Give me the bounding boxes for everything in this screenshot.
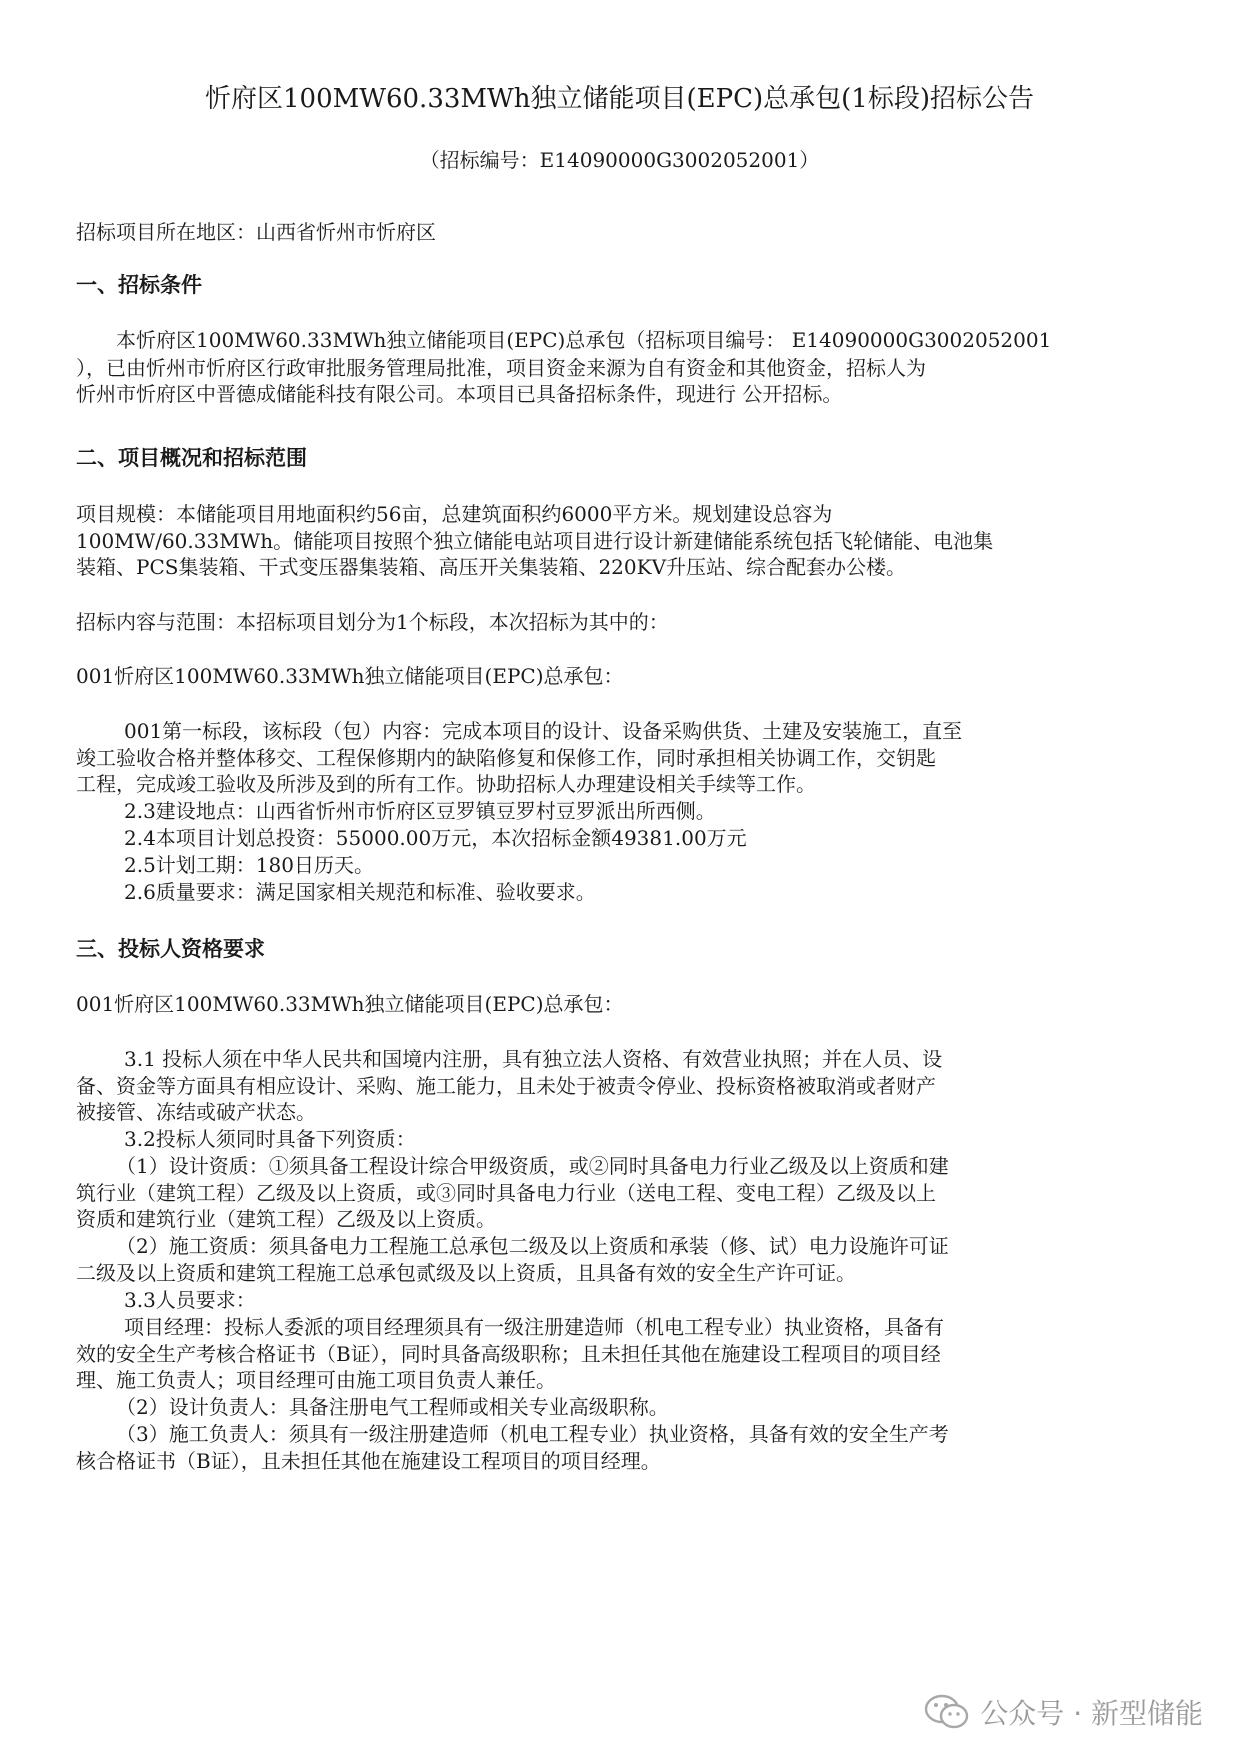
- section1-line: 忻州市忻府区中晋德成储能科技有限公司。本项目已具备招标条件，现进行 公开招标。: [76, 382, 843, 406]
- scale-line: 项目规模：本储能项目用地面积约56亩，总建筑面积约6000平方米。规划建设总容为: [76, 502, 833, 526]
- requirement-line: 核合格证书（B证），且未担任其他在施建设工程项目的项目经理。: [76, 1449, 661, 1473]
- lot-line: 001忻府区100MW60.33MWh独立储能项目(EPC)总承包：: [76, 992, 624, 1016]
- section1-line: ），已由忻州市忻府区行政审批服务管理局批准，项目资金来源为自有资金和其他资金，招标人为: [76, 356, 926, 380]
- requirement-line: 效的安全生产考核合格证书（B证），同时具备高级职称；且未担任其他在施建设工程项目的项目经: [76, 1342, 941, 1366]
- section1-heading: 一、招标条件: [76, 273, 202, 297]
- wechat-icon: [924, 1693, 970, 1731]
- watermark: [924, 1692, 1203, 1732]
- requirement-line: 资质和建筑行业（建筑工程）乙级及以上资质。: [76, 1207, 496, 1231]
- tender-number: （招标编号：E14090000G3002052001）: [419, 148, 820, 172]
- section3-heading: 三、投标人资格要求: [76, 937, 265, 961]
- detail-line: 工程，完成竣工验收及所涉及到的所有工作。协助招标人办理建设相关手续等工作。: [76, 772, 816, 796]
- requirement-line: 筑行业（建筑工程）乙级及以上资质，或③同时具备电力行业（送电工程、变电工程）乙级及以上: [76, 1181, 936, 1205]
- detail-line: 2.4本项目计划总投资：55000.00万元，本次招标金额49381.00万元: [124, 826, 747, 850]
- requirement-line: 被接管、冻结或破产状态。: [76, 1100, 316, 1124]
- region-line: 招标项目所在地区：山西省忻州市忻府区: [76, 220, 436, 244]
- detail-line: 001第一标段，该标段（包）内容：完成本项目的设计、设备采购供货、土建及安装施工，直至: [124, 719, 963, 743]
- section1-line: 本忻府区100MW60.33MWh独立储能项目(EPC)总承包（招标项目编号： E14090000G3002052001: [116, 328, 1052, 352]
- document-title: 忻府区100MW60.33MWh独立储能项目(EPC)总承包(1标段)招标公告: [205, 84, 1034, 114]
- requirement-line: 3.2投标人须同时具备下列资质：: [124, 1127, 416, 1151]
- requirement-line: 项目经理：投标人委派的项目经理须具有一级注册建造师（机电工程专业）执业资格，具备有: [124, 1315, 944, 1339]
- requirement-line: 3.3人员要求：: [124, 1288, 256, 1312]
- scale-line: 100MW/60.33MWh。储能项目按照个独立储能电站项目进行设计新建储能系统包括飞轮储能、电池集: [76, 529, 994, 553]
- requirement-line: （3）施工负责人：须具有一级注册建造师（机电工程专业）执业资格，具备有效的安全生产考: [116, 1422, 949, 1446]
- requirement-line: 3.1 投标人须在中华人民共和国境内注册，具有独立法人资格、有效营业执照；并在人员、设: [124, 1047, 943, 1071]
- requirement-line: 二级及以上资质和建筑工程施工总承包贰级及以上资质，且具备有效的安全生产许可证。: [76, 1261, 856, 1285]
- detail-line: 2.3建设地点：山西省忻州市忻府区豆罗镇豆罗村豆罗派出所西侧。: [124, 799, 716, 823]
- detail-line: 2.6质量要求：满足国家相关规范和标准、验收要求。: [124, 880, 596, 904]
- requirement-line: （1）设计资质：①须具备工程设计综合甲级资质，或②同时具备电力行业乙级及以上资质和建: [116, 1154, 949, 1178]
- requirement-line: （2）施工资质：须具备电力工程施工总承包二级及以上资质和承装（修、试）电力设施许可证: [116, 1234, 949, 1258]
- lot-line: 001忻府区100MW60.33MWh独立储能项目(EPC)总承包：: [76, 664, 624, 688]
- requirement-line: （2）设计负责人：具备注册电气工程师或相关专业高级职称。: [116, 1395, 669, 1419]
- detail-line: 2.5计划工期：180日历天。: [124, 853, 374, 877]
- requirement-line: 备、资金等方面具有相应设计、采购、施工能力，且未处于被责令停业、投标资格被取消或者财产: [76, 1074, 936, 1098]
- scale-line: 装箱、PCS集装箱、干式变压器集装箱、高压开关集装箱、220KV升压站、综合配套办公楼。: [76, 555, 907, 579]
- scope-line: 招标内容与范围：本招标项目划分为1个标段，本次招标为其中的：: [76, 610, 669, 634]
- requirement-line: 理、施工负责人；项目经理可由施工项目负责人兼任。: [76, 1368, 556, 1392]
- watermark-text: 公众号 · 新型储能: [980, 1697, 1203, 1730]
- section2-heading: 二、项目概况和招标范围: [76, 446, 307, 470]
- detail-line: 竣工验收合格并整体移交、工程保修期内的缺陷修复和保修工作，同时承担相关协调工作，交钥匙: [76, 746, 936, 770]
